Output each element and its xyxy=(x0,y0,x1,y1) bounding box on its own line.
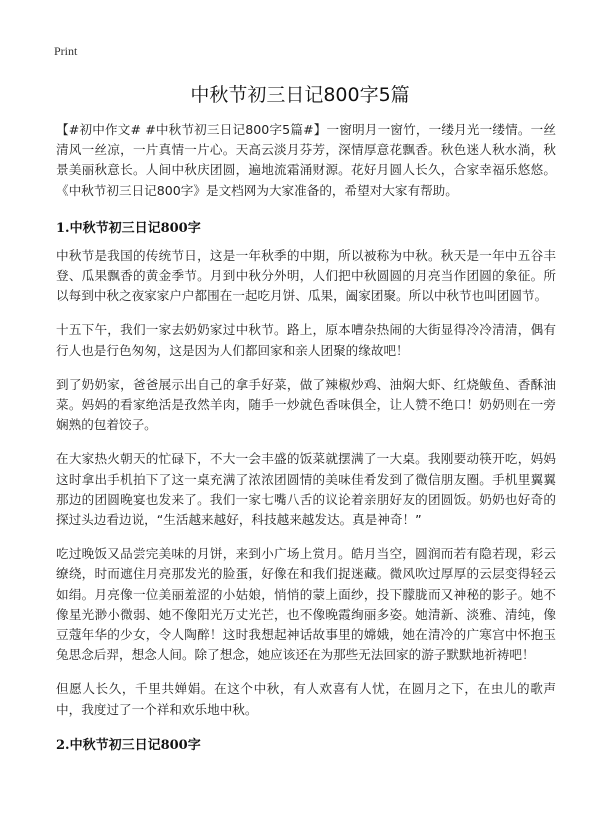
print-link[interactable]: Print xyxy=(54,44,78,58)
section-1-paragraph-5: 吃过晚饭又品尝完美味的月饼，来到小广场上赏月。皓月当空，圆润而若有隐若现，彩云缭绕，时而遮住月亮那发光的脸蛋，好像在和我们捉迷藏。微风吹过厚厚的云层变得轻云如绢。月亮像一位美丽羞涩的小姑娘，悄悄的蒙上面纱，投下朦胧而又神秘的影子。她不像星光渺小微弱、她不像阳光万丈光芒，也不像晚霞绚丽多姿。她清新、淡雅、清纯，像豆蔻年华的少女，令人陶醉！这时我想起神话故事里的嫦娥，她在清冷的广寒宫中怀抱玉兔思念后羿，想念人间。除了想念，她应该还在为那些无法回家的游子默默地祈祷吧！ xyxy=(56,546,556,663)
intro-paragraph: 【#初中作文# #中秋节初三日记800字5篇#】一窗明月一窗竹，一缕月光一缕情。一丝清风一丝凉，一片真情一片心。天高云淡月芬芳，深情厚意花飘香。秋色迷人秋水淌，秋景美丽秋意长。人间中秋庆团圆，遍地流霜涌财源。花好月圆人长久，合家幸福乐悠悠。《中秋节初三日记800字》是文档网为大家准备的，希望对大家有帮助。 xyxy=(56,122,556,198)
section-heading-1: 1.中秋节初三日记800字 xyxy=(56,220,201,236)
document-title: 中秋节初三日记800字5篇 xyxy=(190,84,410,106)
section-1-paragraph-1: 中秋节是我国的传统节日，这是一年秋季的中期，所以被称为中秋。秋天是一年中五谷丰登、瓜果飘香的黄金季节。月到中秋分外明，人们把中秋圆圆的月亮当作团圆的象征。所以每到中秋之夜家家户户都围在一起吃月饼、瓜果，阖家团聚。所以中秋节也叫团圆节。 xyxy=(56,247,556,304)
section-heading-2: 2.中秋节初三日记800字 xyxy=(56,737,201,753)
section-1-paragraph-6: 但愿人长久，千里共婵娟。在这个中秋，有人欢喜有人忧，在圆月之下，在虫儿的歌声中，我度过了一个祥和欢乐地中秋。 xyxy=(56,681,556,717)
document-body xyxy=(56,120,556,763)
section-1-paragraph-3: 到了奶奶家，爸爸展示出自己的拿手好菜，做了辣椒炒鸡、油焖大虾、红烧鲅鱼、香酥油菜。妈妈的看家绝活是孜然羊肉，随手一炒就色香味俱全，让人赞不绝口！奶奶则在一旁娴熟的包着饺子。 xyxy=(56,376,556,433)
section-1-paragraph-4: 在大家热火朝天的忙碌下，不大一会丰盛的饭菜就摆满了一大桌。我刚要动筷开吃，妈妈这时拿出手机拍下了这一桌充满了浓浓团圆情的美味佳肴发到了微信朋友圈。手机里翼翼那边的团圆晚宴也发来了。我们一家七嘴八舌的议论着亲朋好友的团圆饭。奶奶也好奇的探过头边看边说，“生活越来越好，科技越来越发达。真是神奇！” xyxy=(56,451,556,528)
section-1-paragraph-2: 十五下午，我们一家去奶奶家过中秋节。路上，原本嘈杂热闹的大街显得冷冷清清，偶有行人也是行色匆匆，这是因为人们都回家和亲人团聚的缘故吧！ xyxy=(56,322,556,358)
